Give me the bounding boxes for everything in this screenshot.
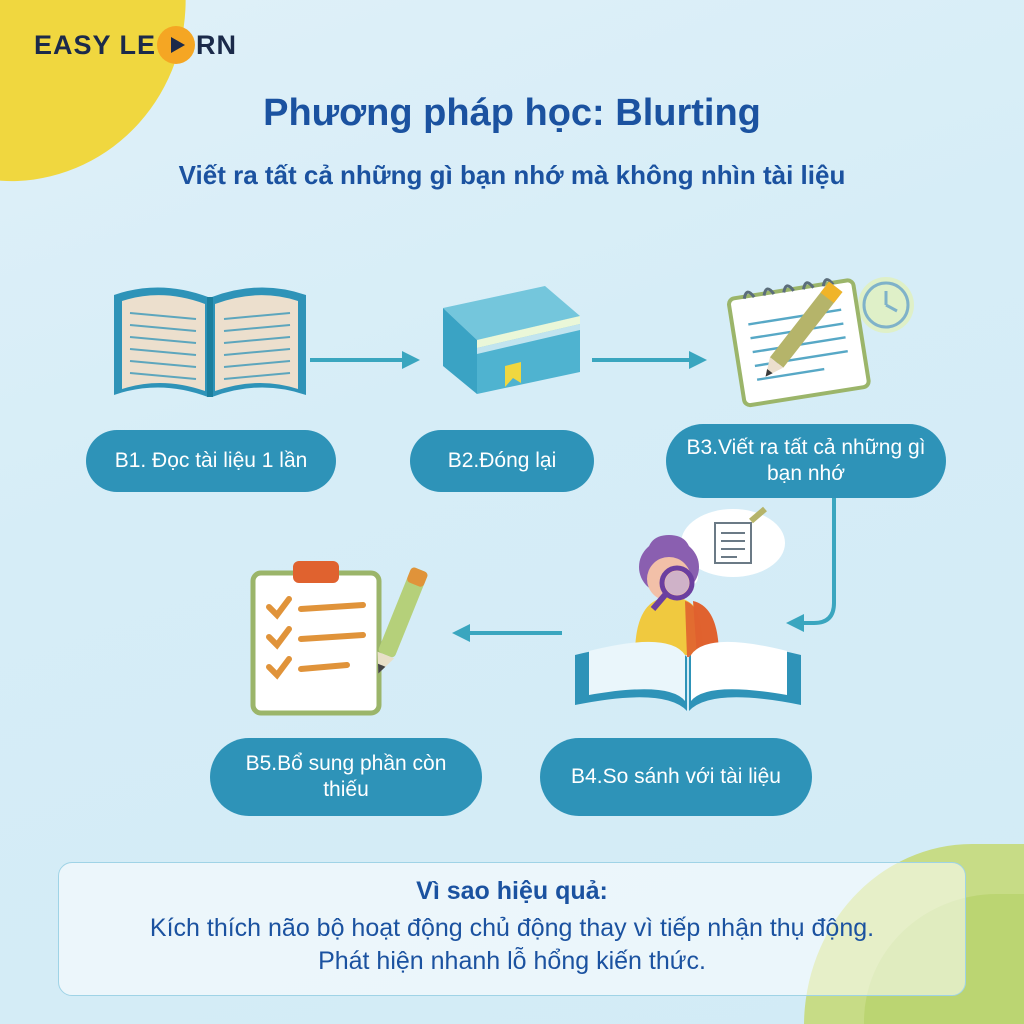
page-title: Phương pháp học: Blurting — [263, 92, 761, 134]
closed-book-icon — [425, 280, 585, 405]
arrow-step1-to-step2 — [310, 345, 420, 375]
footer-line-2: Phát hiện nhanh lỗ hổng kiến thức. — [318, 947, 706, 975]
arrow-step4-to-step5 — [452, 618, 562, 648]
step-pill-b3[interactable]: B3.Viết ra tất cả những gì bạn nhớ — [666, 424, 946, 498]
notepad-pencil-clock-icon — [700, 265, 920, 410]
arrow-step3-to-step4 — [786, 495, 858, 645]
step-pill-b4[interactable]: B4.So sánh với tài liệu — [540, 738, 812, 816]
footer-line-1: Kích thích não bộ hoạt động chủ động thay vì tiếp nhận thụ động. — [149, 914, 875, 942]
open-book-icon — [110, 275, 310, 410]
step-pill-b5[interactable]: B5.Bổ sung phần còn thiếu — [210, 738, 482, 816]
brand-logo — [34, 26, 237, 64]
page-subtitle: Viết ra tất cả những gì bạn nhớ mà không nhìn tài liệu — [178, 160, 846, 190]
person-reading-magnifier-icon — [565, 505, 815, 720]
play-circle-icon — [157, 26, 195, 64]
step-pill-b2[interactable]: B2.Đóng lại — [410, 430, 594, 492]
brand-name-part2: RN — [196, 29, 238, 60]
brand-name-part1: EASY LE — [34, 29, 157, 60]
footer-note-box — [58, 862, 966, 996]
footer-title: Vì sao hiệu quả: — [416, 877, 608, 905]
arrow-step2-to-step3 — [592, 345, 707, 375]
step-pill-b1[interactable]: B1. Đọc tài liệu 1 lần — [86, 430, 336, 492]
clipboard-checklist-pen-icon — [235, 555, 445, 720]
